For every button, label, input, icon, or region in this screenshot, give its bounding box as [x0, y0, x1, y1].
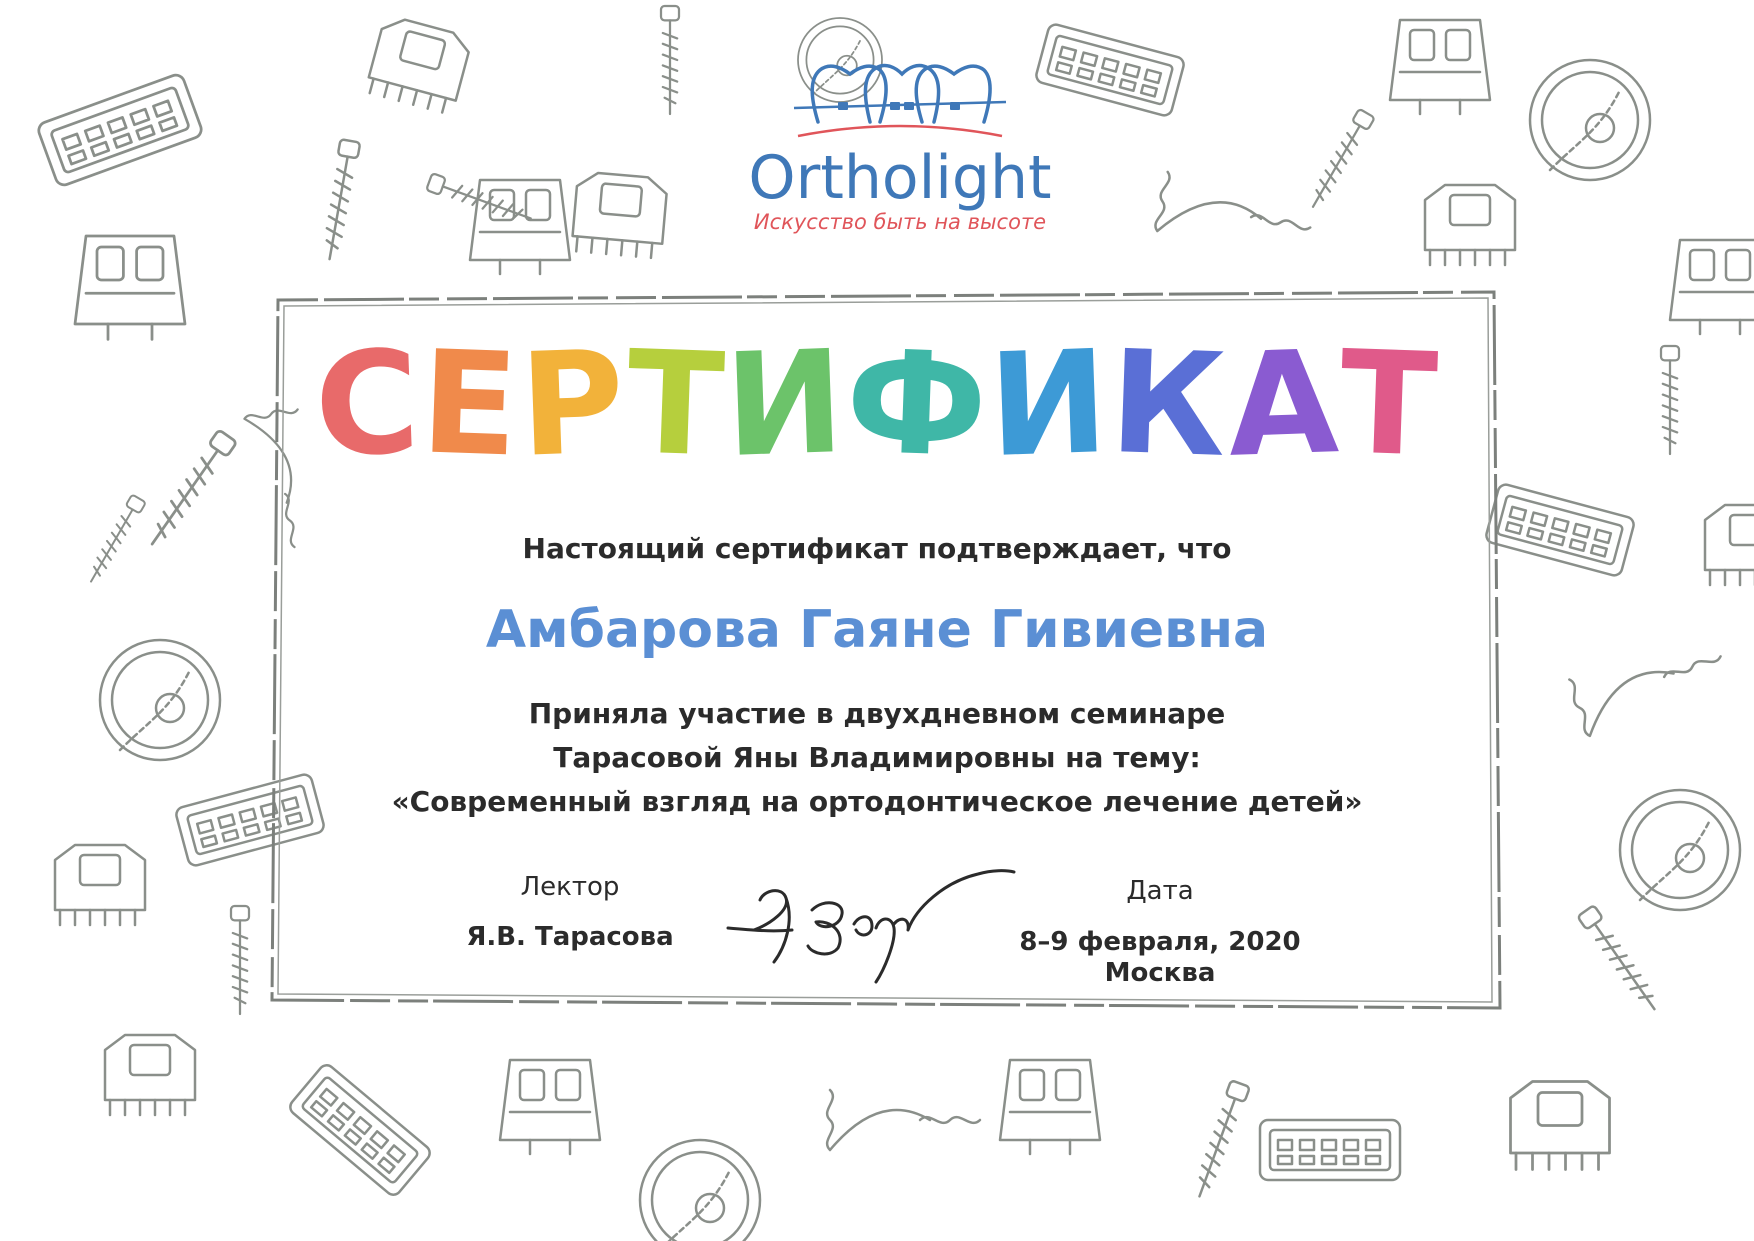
event-date: 8–9 февраля, 2020: [1019, 927, 1301, 957]
title-letter: Р: [517, 320, 630, 489]
brand-tagline: Искусство быть на высоте: [753, 210, 1047, 234]
title-letter: Е: [418, 320, 524, 489]
title-letter: И: [722, 319, 850, 490]
title-letter: А: [1225, 320, 1343, 489]
ortholight-logo: [740, 52, 1060, 252]
title-letter: С: [312, 320, 425, 489]
recipient-name: Амбарова Гаяне Гивиевна: [485, 600, 1269, 660]
title-letter: Т: [623, 320, 729, 489]
confirmation-text: Настоящий сертификат подтверждает, что: [522, 532, 1232, 565]
title-letter: К: [1107, 319, 1231, 490]
title-letter: И: [986, 319, 1113, 490]
title-letter: Ф: [843, 319, 992, 490]
event-city: Москва: [1104, 958, 1216, 988]
description-line-1: Приняла участие в двухдневном семинаре: [528, 697, 1226, 730]
lecturer-signature: [720, 850, 1020, 1000]
certificate-title: [300, 319, 1454, 490]
description-line-2: Тарасовой Яны Владимировны на тему:: [553, 741, 1201, 774]
brand-name: Ortholight: [748, 143, 1052, 213]
date-label: Дата: [1126, 876, 1194, 906]
lecturer-label: Лектор: [520, 872, 620, 902]
description-line-3: «Современный взгляд на ортодонтическое лечение детей»: [391, 785, 1363, 818]
teeth-with-braces-icon: [790, 52, 1010, 142]
title-letter: Т: [1337, 320, 1442, 489]
lecturer-name: Я.В. Тарасова: [466, 922, 674, 952]
